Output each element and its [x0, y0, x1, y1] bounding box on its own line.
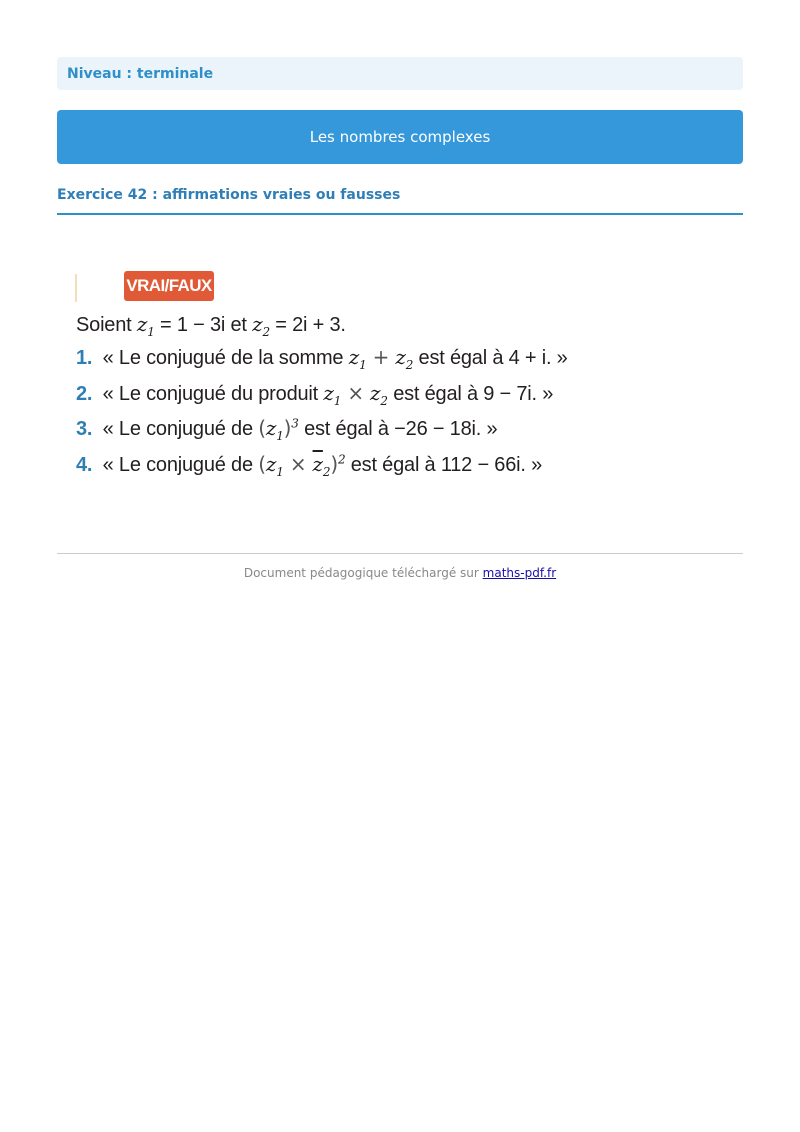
statement-tail: est égal à 112 − 66i. » — [350, 454, 543, 476]
exercise-heading-text: Exercice 42 : affirmations vraies ou fausses — [57, 187, 401, 203]
statement-number: 1. — [76, 347, 93, 369]
statement-text: « Le conjugué de — [102, 454, 253, 476]
conjugate-square-expression: $(z_1 \times \overline{z}_2)^2$ — [258, 452, 346, 479]
footer — [57, 566, 743, 580]
cube-expression: $(z_1)^3$ — [258, 416, 299, 443]
statement-1 — [76, 345, 568, 372]
statement-text: « Le conjugué de — [102, 418, 253, 440]
sum-expression: $z_1 + z_2$ — [348, 345, 414, 372]
true-false-tag — [124, 271, 214, 301]
z2-value: = 2i + 3. — [275, 314, 346, 336]
product-expression: $z_1 \times z_2$ — [323, 381, 388, 408]
footer-divider — [57, 553, 743, 554]
level-label: Niveau : terminale — [67, 65, 214, 82]
statement-2 — [76, 381, 553, 408]
statement-tail: est égal à 4 + i. » — [418, 347, 568, 369]
statement-4 — [76, 452, 542, 479]
footer-text: Document pédagogique téléchargé sur — [243, 566, 479, 580]
statement-number: 4. — [76, 454, 93, 476]
footer-site-link[interactable]: maths-pdf.fr — [482, 566, 557, 580]
statement-number: 3. — [76, 418, 93, 440]
z1-value: = 1 − 3i — [160, 314, 226, 336]
true-false-tag-label: VRAI/FAUX — [126, 276, 212, 295]
statement-3 — [76, 416, 497, 443]
intro-statement — [76, 312, 346, 339]
statement-text: « Le conjugué du produit — [102, 383, 319, 405]
statement-text: « Le conjugué de la somme — [102, 347, 344, 369]
level-box — [57, 57, 743, 90]
chapter-title-banner — [57, 110, 743, 164]
chapter-title: Les nombres complexes — [309, 128, 491, 146]
z1-symbol: $z_1$ — [136, 312, 155, 339]
z2-symbol: $z_2$ — [252, 312, 270, 339]
statement-number: 2. — [76, 383, 93, 405]
statement-tail: est égal à −26 − 18i. » — [304, 418, 498, 440]
tag-margin-mark — [75, 274, 77, 302]
statement-tail: est égal à 9 − 7i. » — [393, 383, 554, 405]
exercise-heading — [57, 185, 743, 215]
intro-connector: et — [230, 314, 247, 336]
exercise-figure — [72, 268, 592, 483]
intro-word: Soient — [76, 314, 132, 336]
